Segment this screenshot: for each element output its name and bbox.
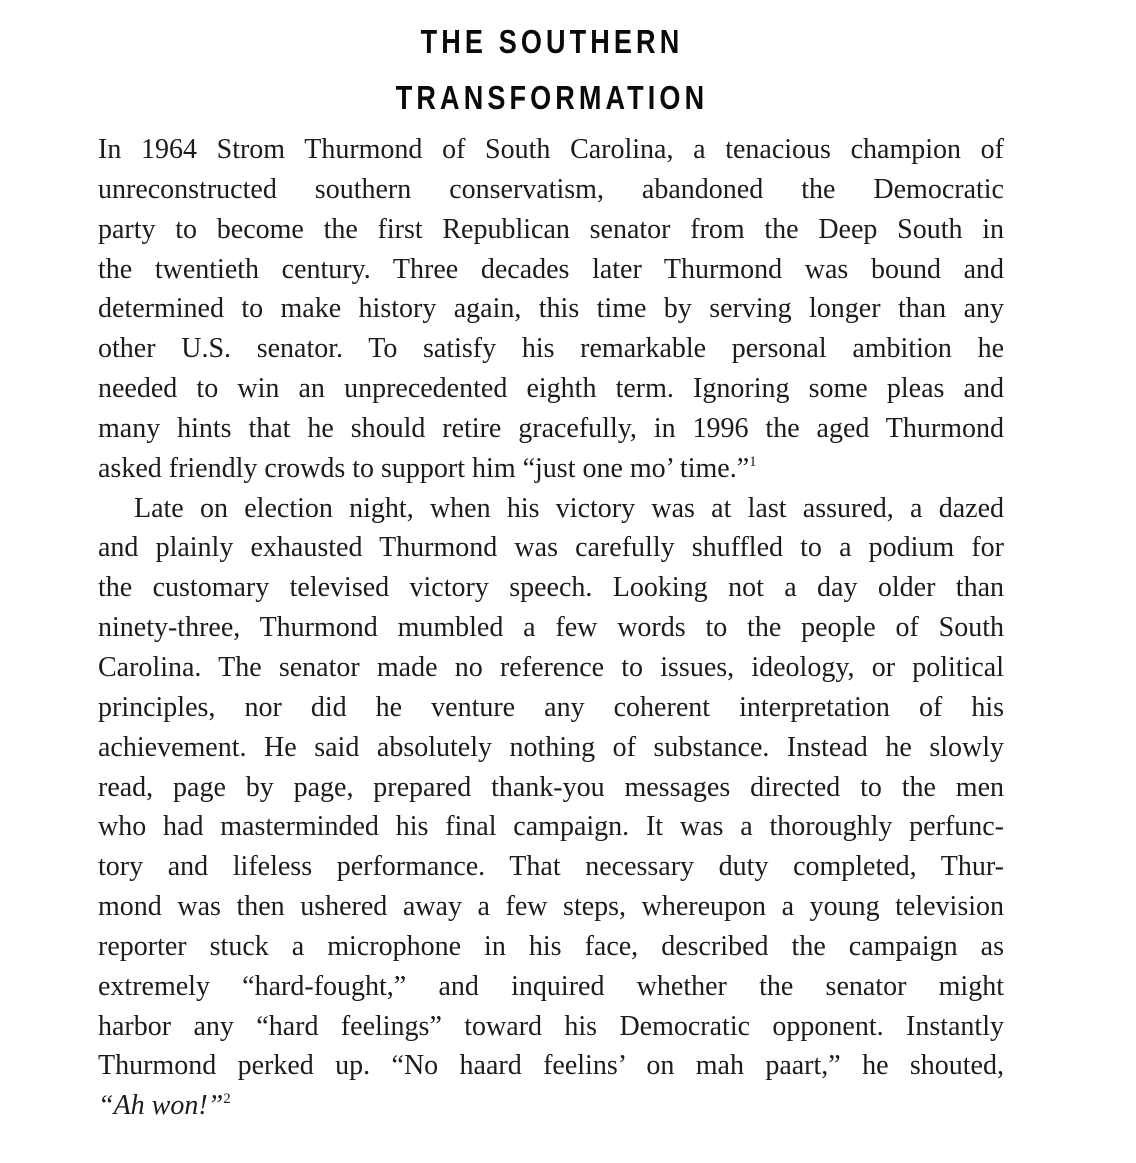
text-line: and plainly exhausted Thurmond was carefully shuffled to a podium for: [98, 532, 1004, 564]
text-line: harbor any “hard feelings” toward his Democratic opponent. Instantly: [98, 1010, 1004, 1042]
text-line: read, page by page, prepared thank-you messages directed to the men: [98, 771, 1004, 803]
text-line: the customary televised victory speech. Looking not a day older than: [98, 572, 1004, 604]
paragraph-2: [98, 489, 1004, 1127]
footnote-marker-2: 2: [223, 1091, 231, 1108]
chapter-title-line-2: TRANSFORMATION: [395, 79, 709, 116]
text-line: ninety-three, Thurmond mumbled a few words to the people of South: [98, 612, 1004, 644]
paragraph-1: [98, 130, 1004, 489]
text-line: extremely “hard-fought,” and inquired whether the senator might: [98, 970, 1004, 1002]
chapter-title-line-1: THE SOUTHERN: [420, 23, 684, 60]
text-line: determined to make history again, this time by serving longer than any: [98, 293, 1004, 325]
text-line: [98, 449, 1004, 489]
text-line: [98, 1086, 1004, 1126]
text-line: the twentieth century. Three decades later Thurmond was bound and: [98, 253, 1004, 285]
text-line: who had masterminded his final campaign. It was a thoroughly perfunc-: [98, 811, 1004, 843]
text-line: unreconstructed southern conservatism, abandoned the Democratic: [98, 173, 1004, 205]
text-line: achievement. He said absolutely nothing of substance. Instead he slowly: [98, 731, 1004, 763]
text-line: other U.S. senator. To satisfy his remarkable personal ambition he: [98, 333, 1004, 365]
quote-ah-won: “Ah won!”: [98, 1090, 224, 1122]
text-line: In 1964 Strom Thurmond of South Carolina, a tenacious champion of: [98, 134, 1004, 165]
text-line: reporter stuck a microphone in his face, described the campaign as: [98, 930, 1004, 962]
text-line: Carolina. The senator made no reference to issues, ideology, or political: [98, 651, 1004, 683]
text-line: Thurmond perked up. “No haard feelins’ on mah paart,” he shouted,: [98, 1050, 1004, 1082]
text-line: party to become the first Republican senator from the Deep South in: [98, 213, 1004, 245]
footnote-marker-1: 1: [749, 453, 757, 470]
text-line: Late on election night, when his victory was at last assured, a dazed: [134, 492, 1004, 524]
text-line: tory and lifeless performance. That necessary duty completed, Thur-: [98, 851, 1004, 883]
text-line: many hints that he should retire gracefully, in 1996 the aged Thurmond: [98, 412, 1004, 444]
text-line: principles, nor did he venture any coherent interpretation of his: [98, 691, 1004, 723]
text-line: needed to win an unprecedented eighth term. Ignoring some pleas and: [98, 373, 1004, 405]
text-line-content: asked friendly crowds to support him “just one mo’ time.”: [98, 452, 750, 484]
body-text: [98, 130, 1004, 1126]
text-line: mond was then ushered away a few steps, whereupon a young television: [98, 891, 1004, 923]
